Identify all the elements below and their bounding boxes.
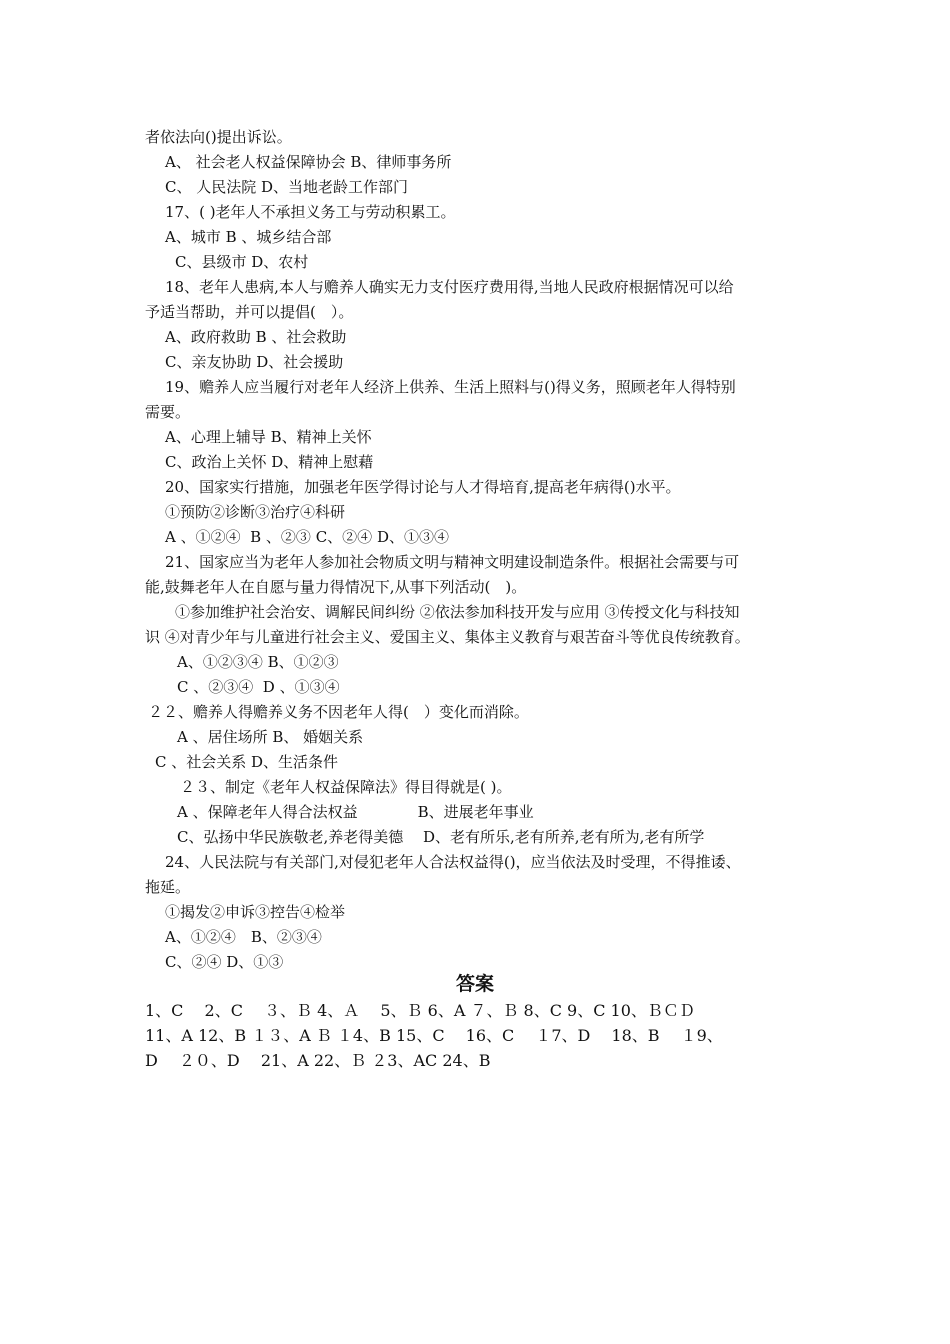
question-line: 19、赡养人应当履行对老年人经济上供养、生活上照料与()得义务，照顾老年人得特别 — [165, 378, 736, 396]
question-line: ①参加维护社会治安、调解民间纠纷 ②依法参加科技开发与应用 ③传授文化与科技知 — [175, 603, 740, 621]
option-line: C 、②③④ D 、①③④ — [177, 678, 340, 696]
option-line: A 、居住场所 B、 婚姻关系 — [177, 728, 364, 746]
question-line: 18、老年人患病,本人与赡养人确实无力支付医疗费用得,当地人民政府根据情况可以给 — [165, 278, 734, 296]
option-line: A、心理上辅导 B、精神上关怀 — [165, 428, 372, 446]
question-line: 拖延。 — [145, 878, 191, 896]
question-line: 识 ④对青少年与儿童进行社会主义、爱国主义、集体主义教育与艰苦奋斗等优良传统教育。 — [145, 628, 750, 646]
question-line: 者依法向()提出诉讼。 — [145, 128, 292, 146]
question-line: 需要。 — [145, 403, 191, 421]
option-line: ①揭发②申诉③控告④检举 — [165, 903, 346, 921]
option-line: A、政府救助 B 、社会救助 — [165, 328, 347, 346]
option-line: C、弘扬中华民族敬老,养老得美德 D、老有所乐,老有所养,老有所为,老有所学 — [177, 828, 705, 846]
option-line: C、②④ D、①③ — [165, 953, 284, 971]
option-line: C、亲友协助 D、社会援助 — [165, 353, 344, 371]
question-line: 能,鼓舞老年人在自愿与量力得情况下,从事下列活动( )。 — [145, 578, 527, 596]
option-line: C、政治上关怀 D、精神上慰藉 — [165, 453, 374, 471]
answer-line: 1、C 2、C ３、Ｂ 4、Ａ 5、Ｂ 6、A ７、Ｂ 8、C 9、C 10、ＢＣＤ — [145, 1001, 695, 1020]
question-line: 17、( )老年人不承担义务工与劳动积累工。 — [165, 203, 456, 221]
question-line: 20、国家实行措施，加强老年医学得讨论与人才得培育,提高老年病得()水平。 — [165, 478, 681, 496]
question-line: ２３、制定《老年人权益保障法》得目得就是( )。 — [180, 778, 512, 796]
option-line: A 、保障老年人得合法权益 B、进展老年事业 — [177, 803, 534, 821]
answer-line: D ２０、D 21、A 22、Ｂ ２3、AC 24、B — [145, 1051, 491, 1070]
option-line: A、①②④ B、②③④ — [165, 928, 322, 946]
option-line: C、县级市 D、农村 — [175, 253, 309, 271]
option-line: A、①②③④ B、①②③ — [177, 653, 339, 671]
option-line: A、 社会老人权益保障协会 B、律师事务所 — [165, 153, 452, 171]
option-line: C 、社会关系 D、生活条件 — [155, 753, 339, 771]
option-line: A、城市 B 、城乡结合部 — [165, 228, 332, 246]
question-line: 予适当帮助，并可以提倡( ）。 — [145, 303, 354, 321]
option-line: C、 人民法院 D、当地老龄工作部门 — [165, 178, 409, 196]
question-line: ２２、赡养人得赡养义务不因老年人得( ）变化而消除。 — [148, 703, 529, 721]
question-line: 24、人民法院与有关部门,对侵犯老年人合法权益得()，应当依法及时受理，不得推诿、 — [165, 853, 741, 871]
option-line: ①预防②诊断③治疗④科研 — [165, 503, 346, 521]
answers-title: 答案 — [455, 973, 494, 995]
option-line: A 、①②④ B 、②③ C、②④ D、①③④ — [165, 528, 449, 546]
question-line: 21、国家应当为老年人参加社会物质文明与精神文明建设制造条件。根据社会需要与可 — [165, 553, 740, 571]
answer-line: 11、A 12、B １３、A Ｂ １4、B 15、C 16、C １7、D 18、B １9、 — [145, 1026, 723, 1045]
